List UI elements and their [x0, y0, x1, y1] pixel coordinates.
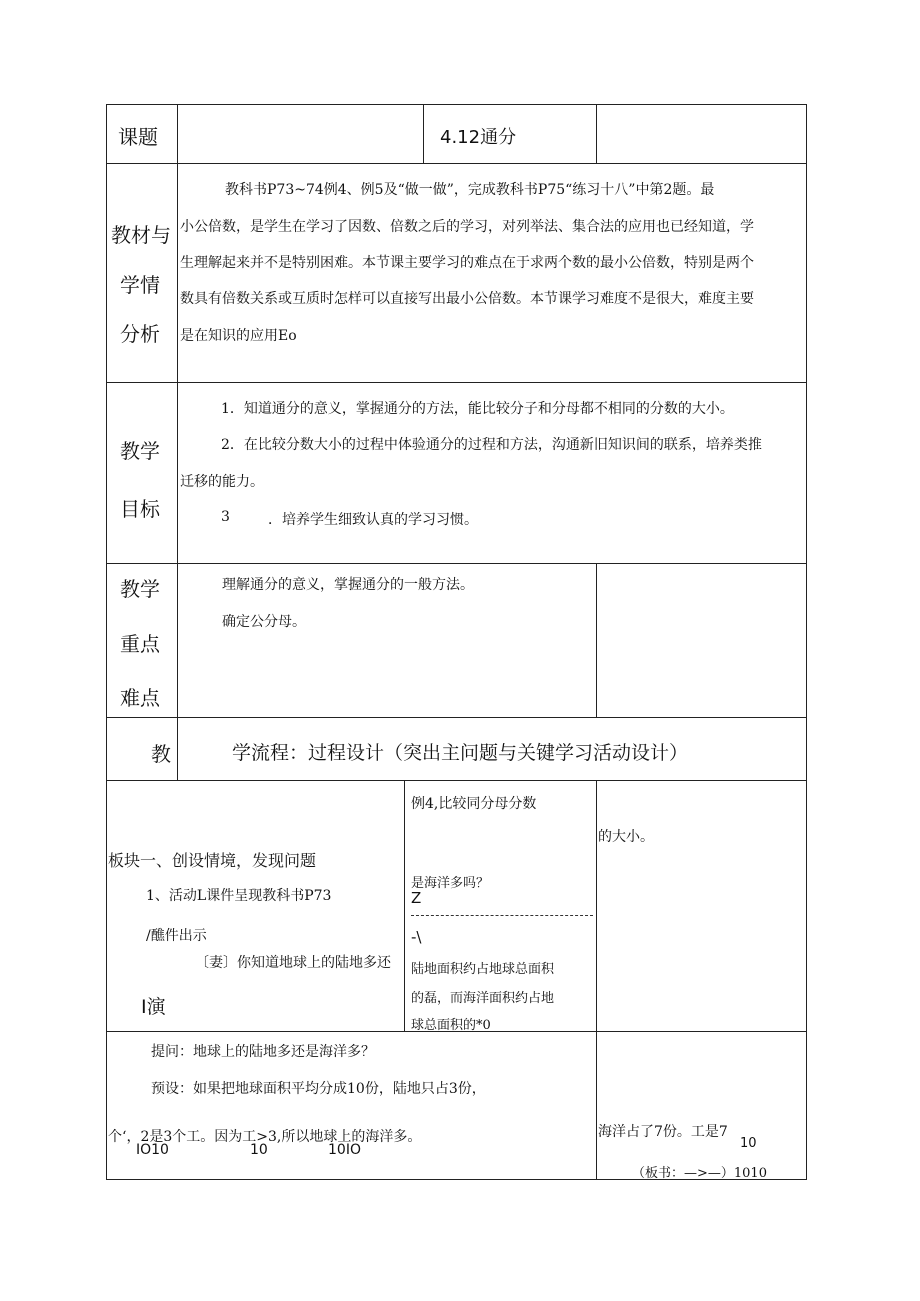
table-border-right: [806, 104, 807, 1180]
goal-3-number: 3: [221, 509, 230, 525]
land-area-text-line-1: 陆地面积约占地球总面积: [411, 962, 555, 977]
row-divider-4: [106, 717, 807, 718]
title-cell-left-divider: [423, 104, 424, 164]
process-right-divider: [596, 780, 597, 1180]
goal-1: 1．知道通分的意义，掌握通分的方法，能比较分子和分母都不相同的分数的大小。: [221, 401, 734, 417]
goal-2-line-2: 迁移的能力。: [180, 474, 264, 490]
row-divider-3: [106, 563, 807, 564]
activity-1-text: 1、活动L课件呈现教科书P73: [146, 888, 332, 904]
table-border-left: [106, 104, 107, 1180]
ocean-question-text: 是海洋多吗？: [411, 876, 490, 891]
process-left-label: 教: [151, 742, 171, 766]
analysis-text-line-5: 是在知识的应用Eo: [180, 328, 297, 344]
goal-2-line-1: 2．在比较分数大小的过程中体验通分的过程和方法，沟通新旧知识间的联系，培养类推: [221, 437, 762, 453]
table-border-top: [106, 104, 807, 105]
board-note: （板书：—>—）1010: [632, 1166, 767, 1181]
keypoints-label-line-2: 重点: [120, 632, 160, 656]
analysis-text-line-4: 数具有倍数关系或互质时怎样可以直接写出最小公倍数。本节课学习难度不是很大，难度主要: [180, 291, 754, 307]
goal-3-text: ．培养学生细致认真的学习习惯。: [268, 512, 478, 528]
land-area-text-line-3: 球总面积的*0: [411, 1018, 491, 1033]
prompt-question-text: 〔妻〕你知道地球上的陆地多还: [195, 955, 391, 971]
analysis-label-line-3: 分析: [120, 322, 160, 346]
lesson-label: 课题: [118, 125, 158, 149]
keypoints-right-divider: [596, 563, 597, 718]
fraction-denominator-2: 10: [250, 1142, 268, 1158]
difficulty-text: 确定公分母。: [222, 614, 306, 630]
goals-label-line-2: 目标: [120, 497, 160, 521]
courseware-text: /醮件出示: [146, 928, 207, 944]
fraction-denominator-3: 10IO: [328, 1142, 361, 1158]
fraction-denominator-1: IO10: [136, 1142, 169, 1158]
row-divider-1: [106, 163, 807, 164]
land-area-text-line-2: 的磊，而海洋面积约占地: [411, 991, 555, 1006]
discussion-question: 提问：地球上的陆地多还是海洋多？: [151, 1044, 375, 1060]
ocean-share-denominator: 10: [740, 1136, 757, 1151]
letter-z: Z: [411, 889, 422, 907]
ocean-share-text: 海洋占了7份。工是7: [598, 1124, 728, 1140]
slash-mark: -\: [411, 928, 422, 946]
goals-label-line-1: 教学: [120, 439, 160, 463]
discussion-assumption: 预设：如果把地球面积平均分成10份，陆地只占3份，: [151, 1081, 486, 1097]
analysis-label-line-2: 学情: [120, 273, 160, 297]
keypoints-label-line-1: 教学: [120, 577, 160, 601]
lesson-title: 4.12通分: [440, 127, 517, 148]
yan-text: I演: [141, 996, 166, 1018]
keypoints-label-line-3: 难点: [120, 686, 160, 710]
analysis-label-line-1: 教材与: [111, 223, 171, 247]
label-column-divider: [177, 104, 178, 781]
analysis-text-line-2: 小公倍数，是学生在学习了因数、倍数之后的学习，对列举法、集合法的应用也已经知道，学: [180, 219, 754, 235]
example-4-text: 例4,比较同分母分数: [411, 796, 537, 812]
row-divider-5: [106, 780, 807, 781]
module-1-title: 板块一、创设情境，发现问题: [108, 851, 317, 870]
process-mid-divider: [404, 780, 405, 1032]
analysis-text-line-3: 生理解起来并不是特别困难。本节课主要学习的难点在于求两个数的最小公倍数，特别是两个: [180, 255, 754, 271]
discussion-comparison: 个‘，2是3个工。因为工>3,所以地球上的海洋多。: [108, 1129, 422, 1145]
title-cell-right-divider: [596, 104, 597, 164]
row-divider-2: [106, 382, 807, 383]
key-point-text: 理解通分的意义，掌握通分的一般方法。: [222, 577, 474, 593]
analysis-text-line-1: 教科书P73~74例4、例5及“做一做”，完成教科书P75“练习十八”中第2题。最: [225, 182, 715, 198]
comparison-size-text: 的大小。: [598, 829, 654, 845]
dashed-divider: [411, 915, 593, 916]
process-title: 学流程：过程设计（突出主问题与关键学习活动设计）: [232, 742, 689, 764]
